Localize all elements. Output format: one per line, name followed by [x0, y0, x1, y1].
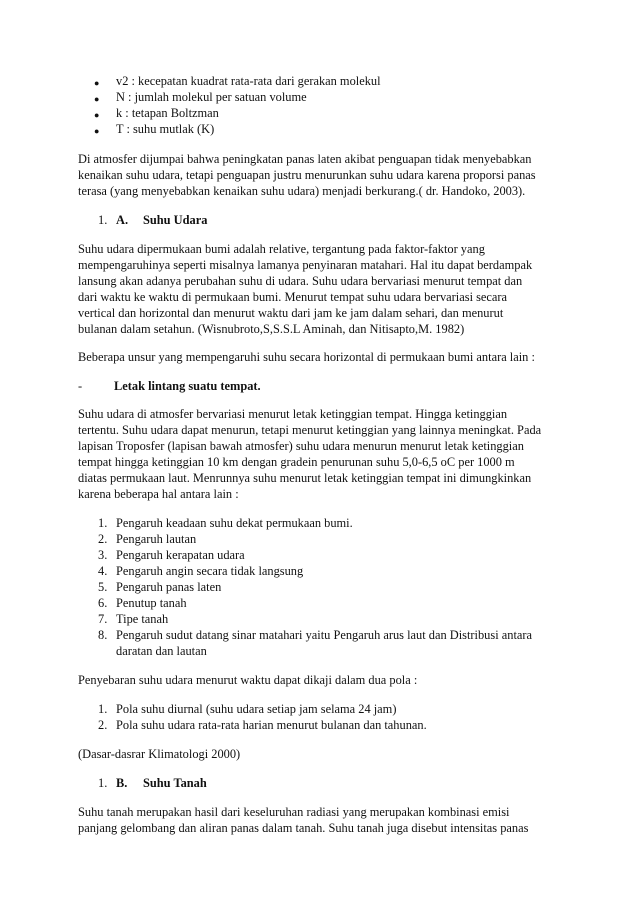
paragraph-line: tempat hingga ketinggian 10 km dengan gradein penurunan suhu 5,0-6,5 oC per 1000 m: [78, 455, 515, 469]
dash-marker: -: [78, 379, 83, 393]
list-number: 6.: [98, 596, 108, 610]
list-number: 7.: [98, 612, 108, 626]
paragraph-line: tertentu. Suhu udara dapat menurun, tetapi menurut ketinggian yang lainnya meningkat. Pada: [78, 423, 542, 437]
bullet-item: T : suhu mutlak (K): [116, 122, 215, 136]
paragraph-unsur: Beberapa unsur yang mempengaruhi suhu secara horizontal di permukaan bumi antara lain :: [78, 350, 535, 364]
paragraph-line: dari waktu ke waktu di permukaan bumi. Menurut tempat suhu udara bervariasi secara: [78, 290, 508, 304]
list-number: 1.: [98, 702, 108, 716]
list-item-continuation: daratan dan lautan: [116, 644, 207, 658]
heading-letter: A.: [116, 213, 129, 227]
list-item: Pengaruh kerapatan udara: [116, 548, 245, 562]
list-item: Pengaruh sudut datang sinar matahari yaitu Pengaruh arus laut dan Distribusi antara: [116, 628, 533, 642]
bullet-item: N : jumlah molekul per satuan volume: [116, 90, 307, 104]
bullet-item: k : tetapan Boltzman: [116, 106, 219, 120]
bullet-item: v2 : kecepatan kuadrat rata-rata dari gerakan molekul: [116, 74, 381, 88]
list-number: 4.: [98, 564, 108, 578]
paragraph-line: diatas permukaan laut. Menrunnya suhu menurut letak ketinggian tempat ini dimungkinkan: [78, 471, 532, 485]
heading-title: Suhu Udara: [143, 213, 208, 227]
paragraph-line: bulanan dalam setahun. (Wisnubroto,S,S.S.L Aminah, dan Nitisapto,M. 1982): [78, 322, 465, 336]
bullet-dot-icon: ●: [94, 78, 100, 88]
list-number: 2.: [98, 718, 108, 732]
paragraph-line: Di atmosfer dijumpai bahwa peningkatan panas laten akibat penguapan tidak menyebabkan: [78, 152, 532, 166]
list-number: 2.: [98, 532, 108, 546]
paragraph-line: kenaikan suhu udara, tetapi penguapan justru menurunkan suhu udara karena proporsi panas: [78, 168, 536, 182]
list-item: Pengaruh angin secara tidak langsung: [116, 564, 304, 578]
list-item: Pola suhu diurnal (suhu udara setiap jam selama 24 jam): [116, 702, 397, 716]
heading-title: Suhu Tanah: [143, 776, 207, 790]
citation: (Dasar-dasrar Klimatologi 2000): [78, 747, 241, 761]
list-item: Pengaruh lautan: [116, 532, 197, 546]
heading-letter: B.: [116, 776, 128, 790]
heading-number: 1.: [98, 776, 108, 790]
bullet-dot-icon: ●: [94, 94, 100, 104]
list-item: Pengaruh panas laten: [116, 580, 222, 594]
paragraph-line: vertical dan horizontal dan menurut waktu dari jam ke jam dalam sehari, dan menurut: [78, 306, 504, 320]
heading-number: 1.: [98, 213, 108, 227]
list-item: Pola suhu udara rata-rata harian menurut bulanan dan tahunan.: [116, 718, 427, 732]
list-number: 5.: [98, 580, 108, 594]
list-number: 3.: [98, 548, 108, 562]
list-item: Tipe tanah: [116, 612, 169, 626]
paragraph-line: mempengaruhinya seperti misalnya lamanya penyinaran matahari. Hal itu dapat berdampak: [78, 258, 533, 272]
bullet-dot-icon: ●: [94, 126, 100, 136]
paragraph-line: Suhu udara di atmosfer bervariasi menurut letak ketinggian tempat. Hingga ketinggian: [78, 407, 508, 421]
bullet-dot-icon: ●: [94, 110, 100, 120]
paragraph-line: terasa (yang menyebabkan kenaikan suhu udara) menjadi berkurang.( dr. Handoko, 2003).: [78, 184, 526, 198]
paragraph-line: panjang gelombang dan aliran panas dalam tanah. Suhu tanah juga disebut intensitas panas: [78, 821, 529, 835]
dash-item-text: Letak lintang suatu tempat.: [114, 379, 261, 393]
paragraph-line: lapisan Troposfer (lapisan bawah atmosfer) suhu udara menurun menurut letak ketinggian: [78, 439, 524, 453]
paragraph-line: Suhu tanah merupakan hasil dari keseluruhan radiasi yang merupakan kombinasi emisi: [78, 805, 510, 819]
paragraph-penyebaran: Penyebaran suhu udara menurut waktu dapat dikaji dalam dua pola :: [78, 673, 418, 687]
paragraph-line: lansung akan adanya perubahan suhu di udara. Suhu udara bervariasi menurut tempat dan: [78, 274, 523, 288]
list-number: 1.: [98, 516, 108, 530]
list-item: Pengaruh keadaan suhu dekat permukaan bumi.: [116, 516, 353, 530]
paragraph-line: karena beberapa hal antara lain :: [78, 487, 239, 501]
list-item: Penutup tanah: [116, 596, 187, 610]
list-number: 8.: [98, 628, 108, 642]
paragraph-line: Suhu udara dipermukaan bumi adalah relative, tergantung pada faktor-faktor yang: [78, 242, 485, 256]
